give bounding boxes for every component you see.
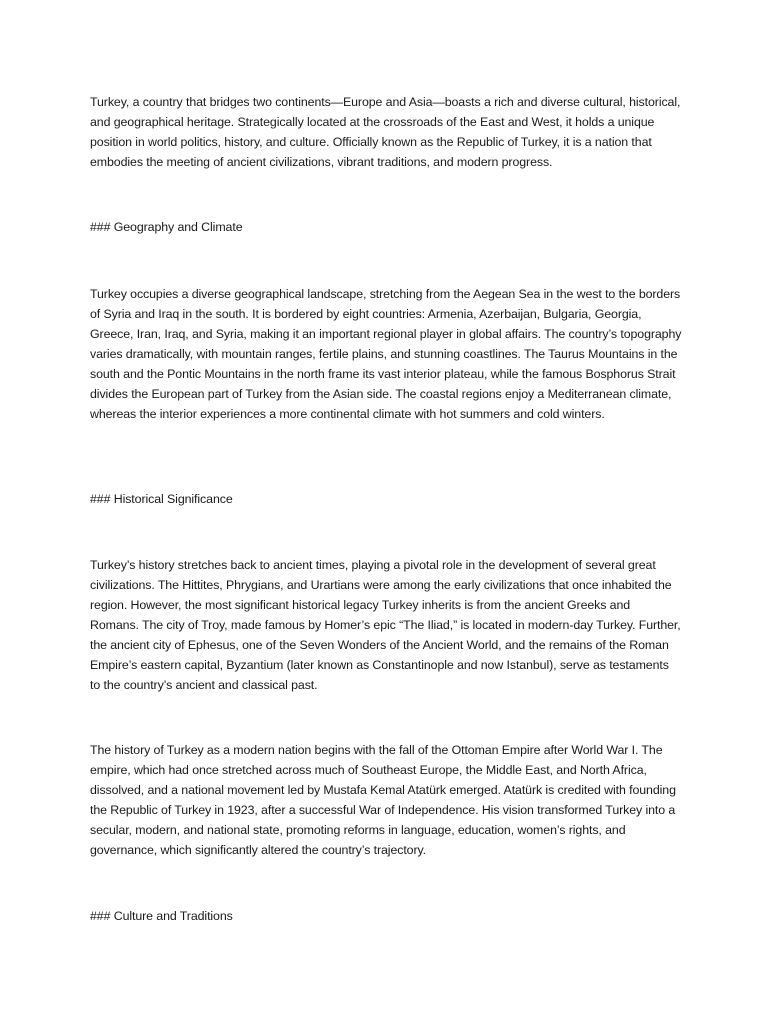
intro-paragraph: Turkey, a country that bridges two continents—Europe and Asia—boasts a rich and diverse cultural, historical, and geographical heritage. Strategically located at the crossroads of the East and West, it holds a unique position in world politics, history, and culture. Officially known as the Republic of Turkey, it is a nation that embodies the meeting of ancient civilizations, vibrant traditions, and modern progress. — [90, 95, 681, 169]
geography-paragraph: Turkey occupies a diverse geographical landscape, stretching from the Aegean Sea in the west to the borders of Syria and Iraq in the south. It is bordered by eight countries: Armenia, Azerbaijan, Bulgaria, Georgia, Greece, Iran, Iraq, and Syria, making it an important regional player in global affairs. The country’s topography varies dramatically, with mountain ranges, fertile plains, and stunning coastlines. The Taurus Mountains in the south and the Pontic Mountains in the north frame its vast interior plateau, while the famous Bosphorus Strait divides the European part of Turkey from the Asian side. The coastal regions enjoy a Mediterranean climate, whereas the interior experiences a more continental climate with hot summers and cold winters. — [90, 287, 682, 421]
section-heading-history: ### Historical Significance — [90, 492, 233, 506]
section-heading-geography: ### Geography and Climate — [90, 220, 243, 234]
section-heading-culture: ### Culture and Traditions — [90, 909, 233, 923]
history-ancient-paragraph: Turkey’s history stretches back to ancient times, playing a pivotal role in the development of several great civilizations. The Hittites, Phrygians, and Urartians were among the early civilizations that once inhabited the region. However, the most significant historical legacy Turkey inherits is from the ancient Greeks and Romans. The city of Troy, made famous by Homer’s epic “The Iliad,” is located in modern-day Turkey. Further, the ancient city of Ephesus, one of the Seven Wonders of the Ancient World, and the remains of the Roman Empire’s eastern capital, Byzantium (later known as Constantinople and now Istanbul), serve as testaments to the country’s ancient and classical past. — [90, 558, 681, 692]
history-modern-paragraph: The history of Turkey as a modern nation begins with the fall of the Ottoman Empire after World War I. The empire, which had once stretched across much of Southeast Europe, the Middle East, and North Africa, dissolved, and a national movement led by Mustafa Kemal Atatürk emerged. Atatürk is credited with founding the Republic of Turkey in 1923, after a successful War of Independence. His vision transformed Turkey into a secular, modern, and national state, promoting reforms in language, education, women’s rights, and governance, which significantly altered the country’s trajectory. — [90, 743, 676, 857]
